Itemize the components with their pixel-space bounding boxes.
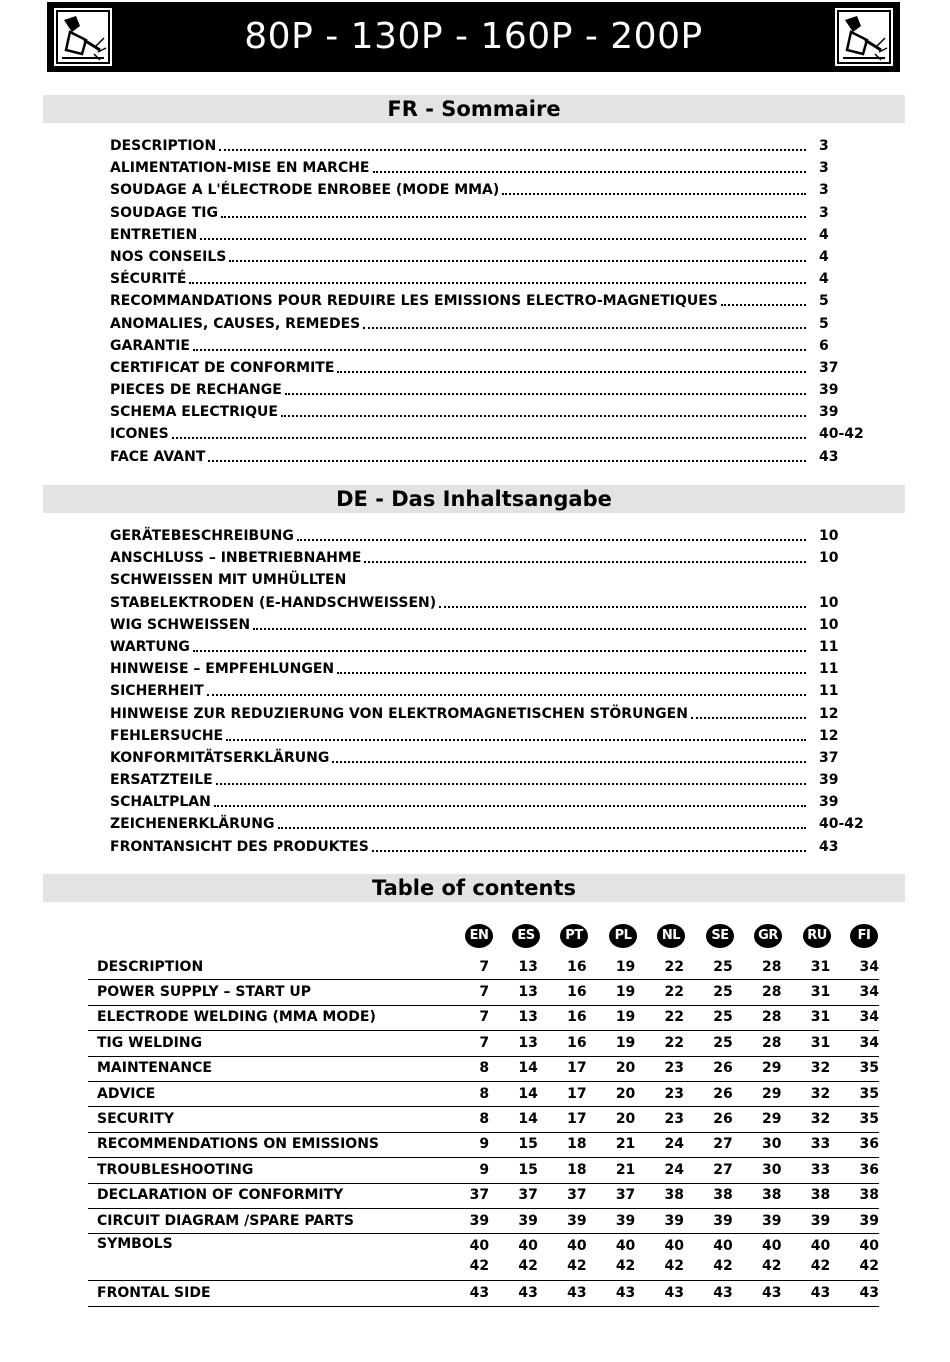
toc-entry-label: SCHALTPLAN <box>110 794 211 811</box>
page-cell: 21 <box>587 1158 636 1183</box>
page-cell: 7 <box>440 1031 489 1056</box>
page-cell: 40 42 <box>587 1234 636 1281</box>
toc-entry-label: CERTIFICAT DE CONFORMITE <box>110 359 335 376</box>
dot-leader <box>337 371 806 373</box>
dot-leader <box>364 561 806 563</box>
page-cell: 19 <box>587 980 636 1005</box>
page-cell: 8 <box>440 1081 489 1106</box>
toc-entry <box>110 747 870 769</box>
toc-entry-page: 39 <box>819 772 839 789</box>
page-cell: 23 <box>635 1081 684 1106</box>
dot-leader <box>172 437 806 439</box>
row-label: DESCRIPTION <box>88 955 440 980</box>
page-cell: 37 <box>489 1183 538 1208</box>
dot-leader <box>281 415 806 417</box>
dot-leader <box>193 650 806 652</box>
toc-entry-label: STABELEKTRODEN (E-HANDSCHWEISSEN) <box>110 594 437 611</box>
page-cell: 40 42 <box>489 1234 538 1281</box>
dot-leader <box>373 171 807 173</box>
page-cell: 39 <box>587 1208 636 1233</box>
dot-leader <box>502 193 806 195</box>
toc-entry-label: GERÄTEBESCHREIBUNG <box>110 528 294 544</box>
toc-fr <box>110 135 870 468</box>
dot-leader <box>278 827 807 829</box>
toc-entry-label: GARANTIE <box>110 337 190 354</box>
page-cell: 40 42 <box>782 1234 831 1281</box>
table-row <box>88 1132 879 1157</box>
page-cell: 37 <box>587 1183 636 1208</box>
toc-entry-label: ERSATZTEILE <box>110 772 213 789</box>
toc-entry-label: SOUDAGE A L'ÉLECTRODE ENROBEE (MODE MMA) <box>110 182 500 199</box>
page-cell: 28 <box>733 1031 782 1056</box>
page-cell: 40 42 <box>684 1234 733 1281</box>
toc-entry <box>110 246 870 268</box>
page-cell: 43 <box>635 1281 684 1306</box>
toc-entry <box>110 525 870 547</box>
toc-entry-label: NOS CONSEILS <box>110 248 227 265</box>
section-title-fr: FR - Sommaire <box>43 95 905 123</box>
dot-leader <box>332 761 806 763</box>
toc-entry <box>110 658 870 680</box>
page-cell: 25 <box>684 955 733 980</box>
row-label: CIRCUIT DIAGRAM /SPARE PARTS <box>88 1208 440 1233</box>
page-cell: 35 <box>830 1056 879 1081</box>
dot-leader <box>226 739 806 741</box>
page-cell: 23 <box>635 1107 684 1132</box>
language-flag-en: EN <box>465 924 493 948</box>
page-cell: 26 <box>684 1081 733 1106</box>
language-flag-ru: RU <box>803 924 831 948</box>
toc-entry-label: ZEICHENERKLÄRUNG <box>110 816 275 833</box>
page-cell: 30 <box>733 1132 782 1157</box>
page-cell: 39 <box>830 1208 879 1233</box>
page-cell: 13 <box>489 955 538 980</box>
page-cell: 38 <box>830 1183 879 1208</box>
page-cell: 37 <box>440 1183 489 1208</box>
language-flag-nl: NL <box>657 924 685 948</box>
page-cell: 25 <box>684 1005 733 1030</box>
toc-entry-page: 4 <box>819 248 829 265</box>
row-label: POWER SUPPLY – START UP <box>88 980 440 1005</box>
toc-entry-label: RECOMMANDATIONS POUR REDUIRE LES EMISSIONS ELECTRO-MAGNETIQUES <box>110 293 718 310</box>
page-cell: 19 <box>587 1031 636 1056</box>
page-cell: 19 <box>587 955 636 980</box>
section-title-de: DE - Das Inhaltsangabe <box>43 485 905 513</box>
page-cell: 13 <box>489 1031 538 1056</box>
page-cell: 7 <box>440 1005 489 1030</box>
language-flag-gr: GR <box>754 924 782 948</box>
toc-entry <box>110 313 870 335</box>
page-cell: 21 <box>587 1132 636 1157</box>
toc-entry <box>110 592 870 614</box>
page-cell: 23 <box>635 1056 684 1081</box>
table-row <box>88 1281 879 1306</box>
page-cell: 22 <box>635 955 684 980</box>
row-label: ELECTRODE WELDING (MMA MODE) <box>88 1005 440 1030</box>
page-cell: 38 <box>733 1183 782 1208</box>
row-label: SYMBOLS <box>88 1234 440 1281</box>
page-cell: 30 <box>733 1158 782 1183</box>
page-cell: 26 <box>684 1107 733 1132</box>
page-cell: 29 <box>733 1081 782 1106</box>
page-cell: 34 <box>830 1005 879 1030</box>
page-cell: 7 <box>440 955 489 980</box>
dot-leader <box>253 628 806 630</box>
page-cell: 26 <box>684 1056 733 1081</box>
dot-leader <box>200 238 806 240</box>
toc-entry <box>110 836 870 858</box>
dot-leader <box>208 460 806 462</box>
toc-entry-page: 12 <box>819 705 839 722</box>
toc-entry-page: 11 <box>819 661 839 678</box>
toc-entry-page: 5 <box>819 293 829 310</box>
page-cell: 25 <box>684 1031 733 1056</box>
toc-entry-page: 43 <box>819 838 839 855</box>
page-cell: 40 42 <box>733 1234 782 1281</box>
section-title-contents: Table of contents <box>43 874 905 902</box>
toc-entry <box>110 357 870 379</box>
dot-leader <box>337 672 806 674</box>
page-cell: 29 <box>733 1107 782 1132</box>
toc-entry-page: 6 <box>819 337 829 354</box>
toc-entry-label: HINWEISE – EMPFEHLUNGEN <box>110 661 335 678</box>
dot-leader <box>219 149 806 151</box>
toc-entry <box>110 569 870 591</box>
page-header <box>47 2 900 72</box>
page-cell: 36 <box>830 1132 879 1157</box>
row-label: TIG WELDING <box>88 1031 440 1056</box>
dot-leader <box>189 282 806 284</box>
toc-entry-page: 4 <box>819 271 829 288</box>
toc-entry <box>110 135 870 157</box>
dot-leader <box>721 304 806 306</box>
dot-leader <box>193 349 806 351</box>
page-cell: 43 <box>440 1281 489 1306</box>
toc-entry <box>110 335 870 357</box>
toc-entry-label: FEHLERSUCHE <box>110 727 224 744</box>
page-cell: 9 <box>440 1158 489 1183</box>
toc-entry-page: 3 <box>819 138 829 154</box>
page-cell: 8 <box>440 1056 489 1081</box>
table-row <box>88 1031 879 1056</box>
page-cell: 28 <box>733 1005 782 1030</box>
table-row <box>88 1056 879 1081</box>
toc-entry-label: FACE AVANT <box>110 448 206 465</box>
toc-entry-label: ICONES <box>110 426 169 443</box>
toc-entry-page: 43 <box>819 448 839 465</box>
table-row <box>88 1208 879 1233</box>
language-flag-es: ES <box>512 924 540 948</box>
dot-leader <box>214 805 806 807</box>
page-cell: 16 <box>538 955 587 980</box>
toc-entry-page: 3 <box>819 182 829 199</box>
toc-entry-page: 5 <box>819 315 829 332</box>
page-cell: 43 <box>538 1281 587 1306</box>
page-cell: 31 <box>782 980 831 1005</box>
toc-entry-page: 37 <box>819 749 839 766</box>
toc-entry-page: 39 <box>819 794 839 811</box>
row-label: SECURITY <box>88 1107 440 1132</box>
table-row <box>88 1158 879 1183</box>
page-cell: 32 <box>782 1056 831 1081</box>
page-cell: 38 <box>782 1183 831 1208</box>
toc-entry <box>110 423 870 445</box>
toc-entry <box>110 636 870 658</box>
page-cell: 19 <box>587 1005 636 1030</box>
toc-entry-label: SCHWEISSEN MIT UMHÜLLTEN <box>110 572 347 589</box>
page-cell: 22 <box>635 980 684 1005</box>
toc-entry-label: DESCRIPTION <box>110 138 217 154</box>
page-cell: 31 <box>782 1005 831 1030</box>
toc-entry <box>110 202 870 224</box>
page-cell: 24 <box>635 1158 684 1183</box>
toc-entry-page: 11 <box>819 683 839 700</box>
row-label: MAINTENANCE <box>88 1056 440 1081</box>
toc-entry-page: 11 <box>819 638 839 655</box>
toc-entry <box>110 813 870 835</box>
toc-entry <box>110 703 870 725</box>
row-label: RECOMMENDATIONS ON EMISSIONS <box>88 1132 440 1157</box>
page-cell: 8 <box>440 1107 489 1132</box>
dot-leader <box>229 260 806 262</box>
page-cell: 43 <box>684 1281 733 1306</box>
page-cell: 39 <box>684 1208 733 1233</box>
page-cell: 14 <box>489 1081 538 1106</box>
page-cell: 34 <box>830 980 879 1005</box>
toc-entry-label: WIG SCHWEISSEN <box>110 616 251 633</box>
language-flags <box>0 924 950 948</box>
toc-entry-page: 40-42 <box>819 426 864 443</box>
toc-de <box>110 525 870 858</box>
toc-entry-label: SICHERHEIT <box>110 683 204 700</box>
toc-entry-page: 10 <box>819 616 839 633</box>
page-cell: 39 <box>440 1208 489 1233</box>
page-cell: 24 <box>635 1132 684 1157</box>
row-label: TROUBLESHOOTING <box>88 1158 440 1183</box>
toc-entry-page: 39 <box>819 404 839 421</box>
toc-entry-page: 3 <box>819 204 829 221</box>
toc-entry-label: WARTUNG <box>110 638 190 655</box>
table-row <box>88 1234 879 1281</box>
page-cell: 40 42 <box>635 1234 684 1281</box>
page-cell: 28 <box>733 955 782 980</box>
language-flag-pl: PL <box>609 924 637 948</box>
toc-entry-page: 10 <box>819 594 839 611</box>
toc-entry <box>110 725 870 747</box>
page-cell: 17 <box>538 1107 587 1132</box>
table-row <box>88 1081 879 1106</box>
page-cell: 13 <box>489 980 538 1005</box>
language-flag-fi: FI <box>850 924 878 948</box>
table-row <box>88 980 879 1005</box>
page-cell: 43 <box>830 1281 879 1306</box>
page-cell: 34 <box>830 1031 879 1056</box>
page-cell: 35 <box>830 1107 879 1132</box>
toc-entry <box>110 401 870 423</box>
page-cell: 39 <box>489 1208 538 1233</box>
toc-entry-label: SÉCURITÉ <box>110 271 187 288</box>
row-label: FRONTAL SIDE <box>88 1281 440 1306</box>
language-flag-se: SE <box>706 924 734 948</box>
welder-logo-icon <box>835 8 893 66</box>
toc-entry-page: 10 <box>819 550 839 567</box>
page-cell: 43 <box>489 1281 538 1306</box>
toc-entry <box>110 791 870 813</box>
page-cell: 20 <box>587 1081 636 1106</box>
toc-entry-label: ANOMALIES, CAUSES, REMEDES <box>110 315 361 332</box>
page-cell: 40 42 <box>830 1234 879 1281</box>
dot-leader <box>221 216 806 218</box>
page-cell: 20 <box>587 1056 636 1081</box>
row-label: DECLARATION OF CONFORMITY <box>88 1183 440 1208</box>
page-cell: 29 <box>733 1056 782 1081</box>
toc-entry <box>110 680 870 702</box>
page-cell: 9 <box>440 1132 489 1157</box>
page-cell: 17 <box>538 1081 587 1106</box>
toc-entry-label: FRONTANSICHT DES PRODUKTES <box>110 838 369 855</box>
page-cell: 16 <box>538 1031 587 1056</box>
page-cell: 15 <box>489 1158 538 1183</box>
page-cell: 38 <box>684 1183 733 1208</box>
dot-leader <box>363 327 806 329</box>
page-cell: 34 <box>830 955 879 980</box>
page-cell: 27 <box>684 1158 733 1183</box>
toc-entry <box>110 179 870 201</box>
toc-entry-label: HINWEISE ZUR REDUZIERUNG VON ELEKTROMAGNETISCHEN STÖRUNGEN <box>110 705 688 722</box>
page-cell: 40 42 <box>440 1234 489 1281</box>
toc-entry-page: 37 <box>819 359 839 376</box>
page-title: 80P - 130P - 160P - 200P <box>244 16 703 57</box>
page-cell: 18 <box>538 1132 587 1157</box>
toc-entry-label: ANSCHLUSS – INBETRIEBNAHME <box>110 550 362 567</box>
toc-entry-page: 12 <box>819 727 839 744</box>
toc-entry-page: 10 <box>819 528 839 544</box>
page-cell: 40 42 <box>538 1234 587 1281</box>
dot-leader <box>216 783 806 785</box>
toc-entry-page: 3 <box>819 160 829 177</box>
dot-leader <box>207 694 806 696</box>
dot-leader <box>297 539 806 541</box>
page-cell: 39 <box>733 1208 782 1233</box>
page-cell: 16 <box>538 1005 587 1030</box>
page-cell: 36 <box>830 1158 879 1183</box>
dot-leader <box>691 717 806 719</box>
toc-entry-page: 4 <box>819 226 829 243</box>
language-flag-pt: PT <box>560 924 588 948</box>
page-cell: 22 <box>635 1005 684 1030</box>
toc-entry <box>110 614 870 636</box>
page-cell: 17 <box>538 1056 587 1081</box>
page-cell: 35 <box>830 1081 879 1106</box>
toc-entry-label: SCHEMA ELECTRIQUE <box>110 404 278 421</box>
page-cell: 39 <box>635 1208 684 1233</box>
dot-leader <box>372 850 806 852</box>
page-cell: 38 <box>635 1183 684 1208</box>
page-cell: 39 <box>782 1208 831 1233</box>
page-cell: 7 <box>440 980 489 1005</box>
row-label: ADVICE <box>88 1081 440 1106</box>
page-cell: 22 <box>635 1031 684 1056</box>
page-cell: 15 <box>489 1132 538 1157</box>
toc-entry-label: PIECES DE RECHANGE <box>110 382 282 399</box>
page-cell: 43 <box>733 1281 782 1306</box>
toc-entry <box>110 379 870 401</box>
toc-entry-label: KONFORMITÄTSERKLÄRUNG <box>110 749 330 766</box>
table-row <box>88 1183 879 1208</box>
contents-table <box>88 955 879 1307</box>
page-cell: 14 <box>489 1107 538 1132</box>
page-cell: 37 <box>538 1183 587 1208</box>
page-cell: 32 <box>782 1107 831 1132</box>
page-cell: 25 <box>684 980 733 1005</box>
toc-entry <box>110 224 870 246</box>
table-row <box>88 955 879 980</box>
toc-entry <box>110 769 870 791</box>
page-cell: 27 <box>684 1132 733 1157</box>
page-cell: 33 <box>782 1158 831 1183</box>
page-cell: 18 <box>538 1158 587 1183</box>
page-cell: 33 <box>782 1132 831 1157</box>
dot-leader <box>285 393 806 395</box>
toc-entry <box>110 268 870 290</box>
toc-entry-page: 40-42 <box>819 816 864 833</box>
page-cell: 43 <box>782 1281 831 1306</box>
table-row <box>88 1107 879 1132</box>
toc-entry <box>110 290 870 312</box>
dot-leader <box>439 606 806 608</box>
toc-entry-label: ENTRETIEN <box>110 226 198 243</box>
page-cell: 31 <box>782 1031 831 1056</box>
page-cell: 43 <box>587 1281 636 1306</box>
page-cell: 28 <box>733 980 782 1005</box>
page-cell: 31 <box>782 955 831 980</box>
page-cell: 14 <box>489 1056 538 1081</box>
toc-entry-label: SOUDAGE TIG <box>110 204 218 221</box>
toc-entry-label: ALIMENTATION-MISE EN MARCHE <box>110 160 370 177</box>
page-cell: 16 <box>538 980 587 1005</box>
page-cell: 39 <box>538 1208 587 1233</box>
page-cell: 32 <box>782 1081 831 1106</box>
toc-entry <box>110 547 870 569</box>
toc-entry <box>110 446 870 468</box>
toc-entry <box>110 157 870 179</box>
table-row <box>88 1005 879 1030</box>
page-cell: 13 <box>489 1005 538 1030</box>
page-cell: 20 <box>587 1107 636 1132</box>
toc-entry-page: 39 <box>819 382 839 399</box>
